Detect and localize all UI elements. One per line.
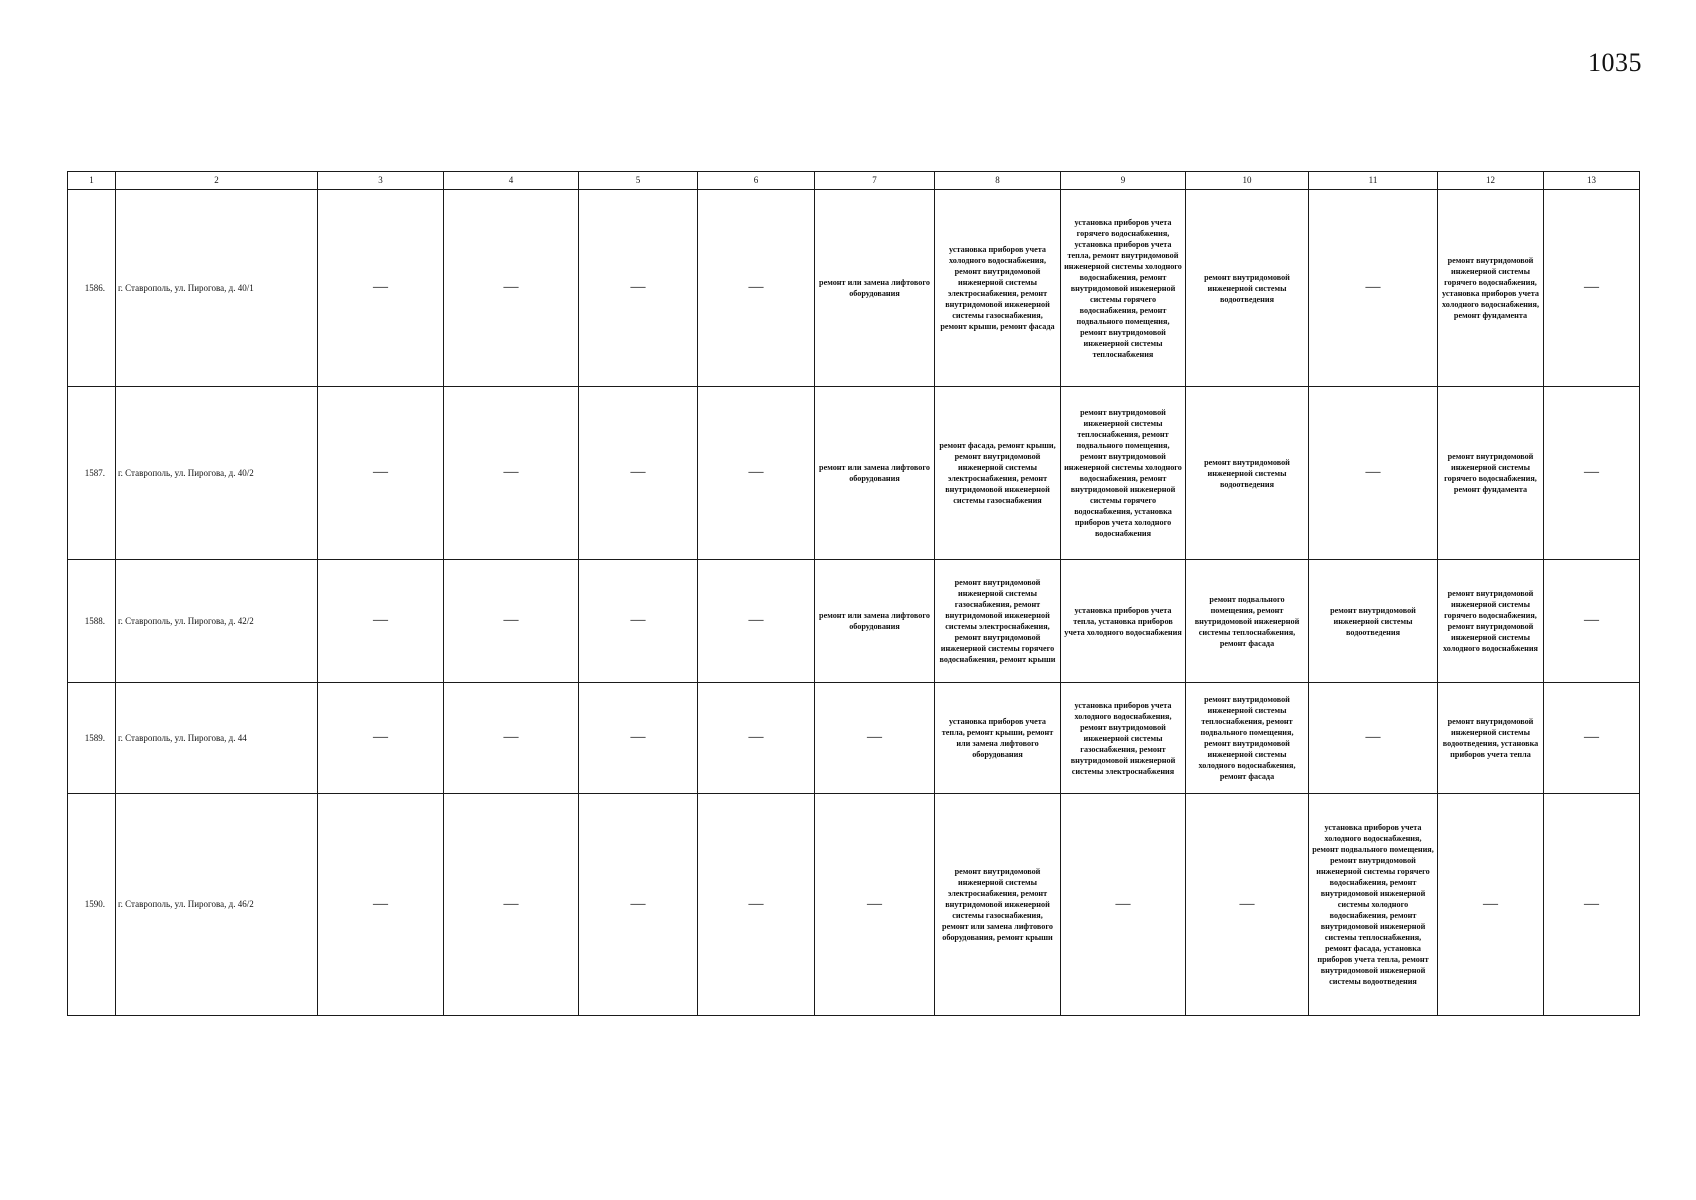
table-cell (935, 683, 1061, 794)
table-cell (815, 190, 935, 387)
empty-dash: — (1483, 895, 1498, 912)
empty-dash: — (1239, 895, 1255, 912)
empty-dash: — (503, 279, 519, 295)
row-number: 1586. (68, 190, 116, 387)
empty-dash: — (867, 895, 882, 912)
table-cell (579, 387, 698, 560)
column-number: 2 (116, 172, 318, 190)
row-number: 1588. (68, 560, 116, 683)
empty-dash: — (1584, 729, 1599, 745)
empty-dash: — (1584, 279, 1599, 295)
table-cell (1544, 387, 1640, 560)
work-description: установка приборов учета холодного водоснабжения, ремонт внутридомовой инженерной системы электроснабжения, ремонт внутридомовой инженерной системы газоснабжения, ремонт крыши, ремонт фасада (940, 245, 1055, 331)
table-cell (1544, 190, 1640, 387)
work-description: ремонт фасада, ремонт крыши, ремонт внутридомовой инженерной системы электроснабжения, ремонт внутридомовой инженерной системы газоснабжения (939, 441, 1056, 505)
table-cell (579, 683, 698, 794)
empty-dash: — (373, 612, 388, 628)
empty-dash: — (1584, 464, 1599, 480)
address-cell: г. Ставрополь, ул. Пирогова, д. 44 (116, 683, 318, 794)
empty-dash: — (748, 895, 764, 912)
table-cell (935, 190, 1061, 387)
empty-dash: — (1115, 895, 1131, 912)
table-cell (1186, 683, 1309, 794)
table-cell (815, 387, 935, 560)
empty-dash: — (748, 464, 764, 480)
empty-dash: — (630, 464, 646, 480)
table-cell (1061, 683, 1186, 794)
work-description: установка приборов учета тепла, установка приборов учета холодного водоснабжения (1064, 605, 1182, 637)
table-cell (1186, 387, 1309, 560)
table-row (68, 190, 1640, 387)
work-description: ремонт внутридомовой инженерной системы теплоснабжения, ремонт подвального помещения, ремонт внутридомовой инженерной системы холодного водоснабжения, ремонт внутридомовой инженерной системы горячего водоснабжения, установка приборов учета холодного водоснабжения (1064, 408, 1182, 538)
empty-dash: — (630, 279, 646, 295)
table-cell (444, 560, 579, 683)
column-number: 11 (1309, 172, 1438, 190)
column-number: 10 (1186, 172, 1309, 190)
table-cell (318, 794, 444, 1016)
table-cell (318, 190, 444, 387)
column-number-row (68, 172, 1640, 190)
work-description: установка приборов учета холодного водоснабжения, ремонт подвального помещения, ремонт внутридомовой инженерной системы горячего водоснабжения, ремонт внутридомовой инженерной системы холодного водоснабжения, ремонт внутридомовой инженерной системы теплоснабжения, ремонт фасада, установка приборов учета тепла, ремонт внутридомовой инженерной системы водоотведения (1312, 823, 1434, 986)
table-cell (1061, 190, 1186, 387)
column-number: 4 (444, 172, 579, 190)
empty-dash: — (630, 612, 646, 628)
table-cell (1309, 387, 1438, 560)
column-number: 7 (815, 172, 935, 190)
table-cell (1544, 560, 1640, 683)
table-cell (1309, 683, 1438, 794)
address-cell: г. Ставрополь, ул. Пирогова, д. 40/2 (116, 387, 318, 560)
table-cell (815, 560, 935, 683)
table-cell (444, 190, 579, 387)
table-cell (1544, 683, 1640, 794)
table-cell (444, 794, 579, 1016)
address-cell: г. Ставрополь, ул. Пирогова, д. 40/1 (116, 190, 318, 387)
empty-dash: — (503, 729, 519, 745)
work-description: ремонт или замена лифтового оборудования (819, 278, 930, 298)
table-cell (935, 794, 1061, 1016)
column-number: 3 (318, 172, 444, 190)
work-description: ремонт внутридомовой инженерной системы теплоснабжения, ремонт подвального помещения, ремонт внутридомовой инженерной системы холодного водоснабжения, ремонт фасада (1198, 695, 1296, 781)
work-description: ремонт внутридомовой инженерной системы газоснабжения, ремонт внутридомовой инженерной системы электроснабжения, ремонт внутридомовой инженерной системы горячего водоснабжения, ремонт крыши (939, 578, 1056, 664)
work-description: ремонт внутридомовой инженерной системы водоотведения (1204, 457, 1290, 489)
column-number: 1 (68, 172, 116, 190)
table-cell (698, 560, 815, 683)
empty-dash: — (373, 895, 388, 912)
table-cell (935, 387, 1061, 560)
table-cell (1309, 560, 1438, 683)
repair-schedule-table (67, 171, 1640, 1016)
work-description: установка приборов учета холодного водоснабжения, ремонт внутридомовой инженерной системы газоснабжения, ремонт внутридомовой инженерной системы электроснабжения (1070, 700, 1176, 776)
table-cell (1438, 560, 1544, 683)
table-cell (1061, 794, 1186, 1016)
table-row (68, 387, 1640, 560)
row-number: 1590. (68, 794, 116, 1016)
empty-dash: — (1365, 729, 1381, 745)
empty-dash: — (1365, 464, 1381, 480)
empty-dash: — (1584, 612, 1599, 628)
address-cell: г. Ставрополь, ул. Пирогова, д. 46/2 (116, 794, 318, 1016)
column-number: 5 (579, 172, 698, 190)
table-row (68, 683, 1640, 794)
table-cell (698, 387, 815, 560)
table-cell (318, 387, 444, 560)
work-description: ремонт внутридомовой инженерной системы горячего водоснабжения, ремонт фундамента (1444, 452, 1537, 494)
empty-dash: — (503, 464, 519, 480)
row-number: 1589. (68, 683, 116, 794)
empty-dash: — (748, 612, 764, 628)
table-cell (1309, 190, 1438, 387)
table-cell (579, 190, 698, 387)
table-cell (698, 794, 815, 1016)
table-cell (444, 387, 579, 560)
table-cell (1186, 560, 1309, 683)
column-number: 12 (1438, 172, 1544, 190)
table-cell (698, 190, 815, 387)
work-description: ремонт или замена лифтового оборудования (819, 463, 930, 483)
table-cell (935, 560, 1061, 683)
work-description: ремонт внутридомовой инженерной системы водоотведения (1204, 272, 1290, 304)
table-cell (1186, 190, 1309, 387)
work-description: ремонт внутридомовой инженерной системы электроснабжения, ремонт внутридомовой инженерной системы газоснабжения, ремонт или замена лифтового оборудования, ремонт крыши (942, 867, 1053, 942)
work-description: установка приборов учета тепла, ремонт крыши, ремонт или замена лифтового оборудования (941, 717, 1054, 759)
table-cell (815, 683, 935, 794)
table-row (68, 794, 1640, 1016)
table-cell (1061, 560, 1186, 683)
page-number: 1035 (1588, 48, 1642, 77)
work-description: установка приборов учета горячего водоснабжения, установка приборов учета тепла, ремонт внутридомовой инженерной системы холодного водоснабжения, ремонт внутридомовой инженерной системы горячего водоснабжения, ремонт подвального помещения, ремонт внутридомовой инженерной системы теплоснабжения (1064, 217, 1182, 359)
work-description: ремонт внутридомовой инженерной системы горячего водоснабжения, установка приборов учета холодного водоснабжения, ремонт фундамента (1442, 256, 1539, 320)
table-cell (815, 794, 935, 1016)
empty-dash: — (630, 895, 646, 912)
table-cell (1438, 794, 1544, 1016)
table-cell (1544, 794, 1640, 1016)
work-description: ремонт внутридомовой инженерной системы водоотведения (1330, 605, 1416, 637)
work-description: ремонт или замена лифтового оборудования (819, 611, 930, 631)
table-cell (579, 794, 698, 1016)
empty-dash: — (748, 729, 764, 745)
table-cell (318, 560, 444, 683)
table-cell (1309, 794, 1438, 1016)
empty-dash: — (1365, 279, 1381, 295)
table-cell (1438, 190, 1544, 387)
empty-dash: — (867, 729, 882, 745)
empty-dash: — (373, 464, 388, 480)
table-cell (318, 683, 444, 794)
table-cell (444, 683, 579, 794)
empty-dash: — (503, 895, 519, 912)
empty-dash: — (630, 729, 646, 745)
table-cell (1438, 683, 1544, 794)
table-cell (698, 683, 815, 794)
work-description: ремонт подвального помещения, ремонт внутридомовой инженерной системы теплоснабжения, ремонт фасада (1194, 594, 1300, 648)
work-description: ремонт внутридомовой инженерной системы водоотведения, установка приборов учета тепла (1442, 717, 1539, 759)
table-cell (579, 560, 698, 683)
work-description: ремонт внутридомовой инженерной системы горячего водоснабжения, ремонт внутридомовой инженерной системы холодного водоснабжения (1443, 589, 1538, 653)
row-number: 1587. (68, 387, 116, 560)
empty-dash: — (748, 279, 764, 295)
empty-dash: — (373, 729, 388, 745)
table-cell (1186, 794, 1309, 1016)
column-number: 13 (1544, 172, 1640, 190)
empty-dash: — (1584, 895, 1599, 912)
table-cell (1061, 387, 1186, 560)
column-number: 9 (1061, 172, 1186, 190)
empty-dash: — (503, 612, 519, 628)
empty-dash: — (373, 279, 388, 295)
table-row (68, 560, 1640, 683)
table-cell (1438, 387, 1544, 560)
address-cell: г. Ставрополь, ул. Пирогова, д. 42/2 (116, 560, 318, 683)
column-number: 6 (698, 172, 815, 190)
column-number: 8 (935, 172, 1061, 190)
